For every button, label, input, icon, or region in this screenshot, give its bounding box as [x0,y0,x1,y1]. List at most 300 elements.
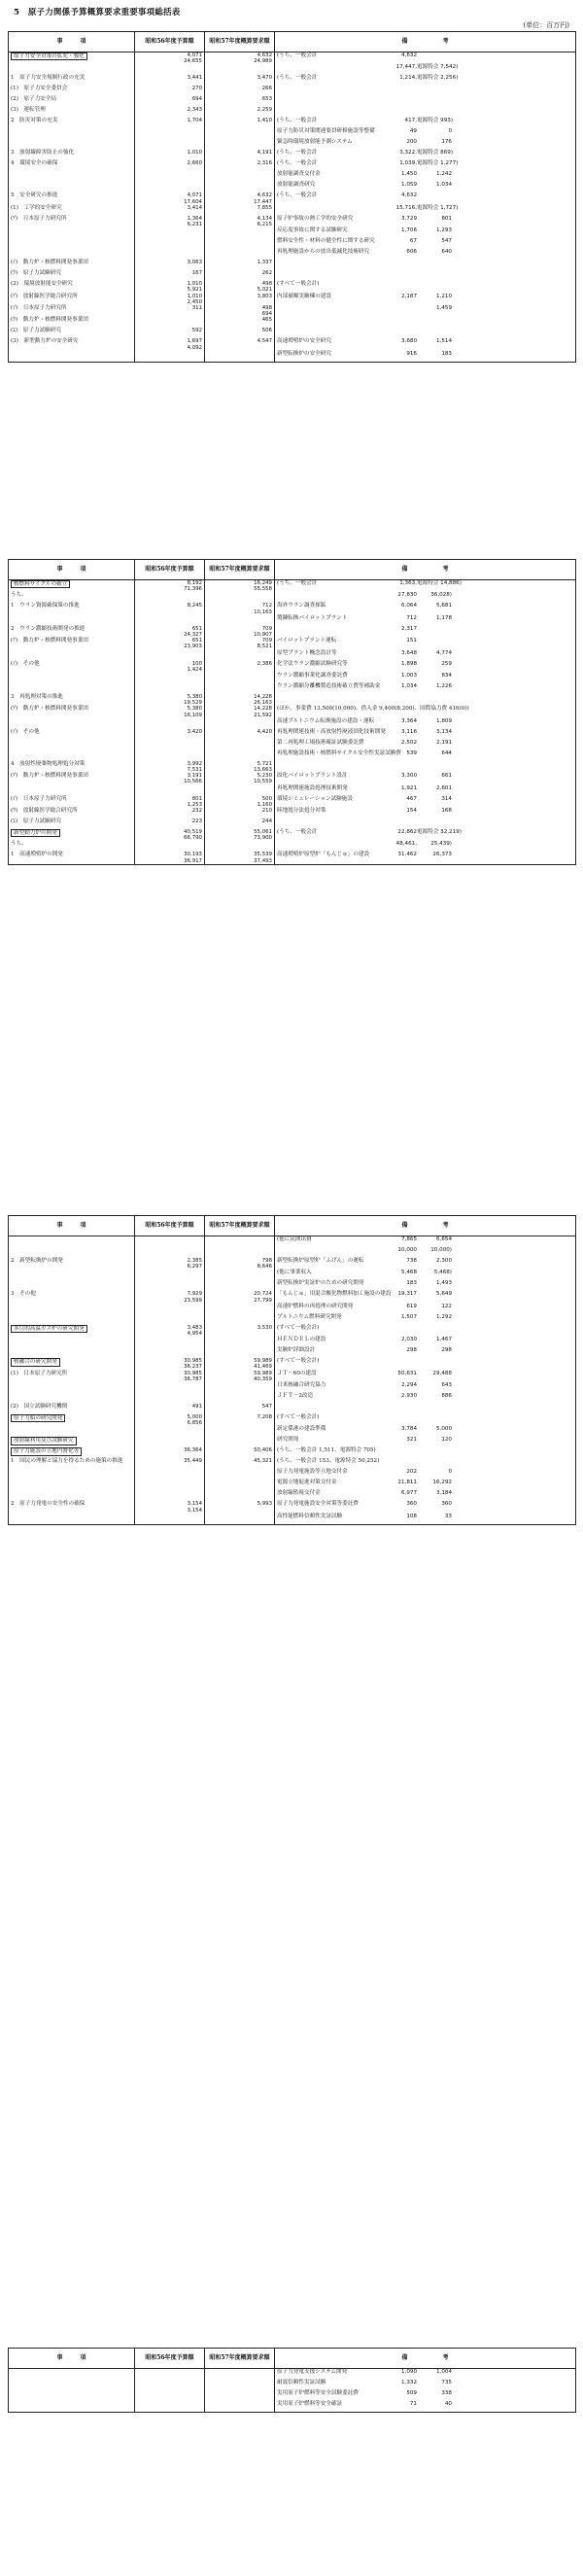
request-amount [205,603,275,614]
note-amount-prev: 5,000 [435,1426,452,1433]
note-amount-request: 1,332 [400,2380,417,2385]
table-row [9,1404,576,1414]
prev-amount: 5,380 [187,694,202,701]
req-amount: 7,855 [257,204,272,211]
header-row [9,2349,576,2369]
row-note [275,841,576,852]
req-amount-total: 41,469 [254,1364,272,1371]
prev-amount: 5,380 [187,706,202,713]
request-amount [205,107,275,118]
prev-amount: 4,071 [187,192,202,199]
req-amount: 547 [261,1404,272,1410]
prev-amount: 3,063 [187,260,202,266]
req-amount: 500 [261,795,272,802]
prev-amount-total: 1,253 [187,801,202,808]
req-amount: 5,230 [257,773,272,780]
prev-year-amount [135,1236,205,1248]
request-amount [205,1371,275,1382]
note-amount-prev: 1,226 [435,683,452,690]
prev-year-amount [135,249,205,260]
note-text: (うち、一般会計 1,511、電源特会 705) [277,1447,376,1454]
note-text: 新型転換炉の安全研究 [277,350,331,357]
unit-label: (単位：百万円) [523,21,569,29]
note-text: 再処理施設からの放出低減化技術研究 [277,249,370,256]
row-item [9,592,135,603]
item-label: 3 再処理対策の推進 [11,694,63,701]
note-amount-request: 50,631 [397,1370,417,1376]
request-amount [205,2369,275,2381]
note-text: 研究開発 [277,1437,299,1444]
request-amount [205,829,275,841]
request-amount [205,1291,275,1303]
table-row [9,1490,576,1501]
section-heading: 多目的高温ガス炉の研究開発 [11,1325,87,1333]
row-item [9,328,135,338]
row-note [275,740,576,750]
req-amount: 3,470 [257,75,272,82]
row-note [275,729,576,740]
item-label: (ｱ) 動力炉・核燃料開発事業団 [11,638,88,644]
prev-year-amount [135,1447,205,1458]
prev-amount: 651 [191,638,202,644]
prev-year-amount [135,638,205,649]
row-note [275,2369,576,2381]
prev-year-amount [135,260,205,270]
header-item: 事 項 [9,560,135,580]
table-row [9,785,576,796]
request-amount [205,785,275,796]
row-item [9,615,135,626]
note-text: 新型転換炉原型炉「ふげん」の運転 [277,1258,364,1264]
request-amount [205,852,275,864]
req-amount: 2,259 [257,107,272,114]
table-row [9,227,576,238]
req-amount: 712 [261,603,272,609]
prev-year-amount [135,216,205,227]
prev-year-amount [135,1393,205,1404]
request-amount [205,150,275,160]
note-text: 日米核融合研究協力 [277,1382,326,1389]
request-amount [205,1469,275,1479]
req-amount-total: 8,646 [257,1264,272,1271]
row-note [275,1490,576,1501]
table-row [9,852,576,864]
note-text: 新型転換炉実証炉のための研究開発 [277,1280,364,1287]
note-amount-request: 916 [406,350,417,357]
row-item [9,1414,135,1426]
note-amount-prev: 1,292 [435,1313,452,1320]
request-amount [205,1514,275,1525]
note-amount-prev: 643 [441,1382,452,1389]
note-amount-prev: 1,034 [435,182,452,189]
table-row [9,1280,576,1291]
row-note [275,1258,576,1270]
prev-amount-total: 23,599 [184,1297,202,1304]
row-note [275,673,576,683]
req-amount: 14,228 [254,694,272,701]
row-note [275,1347,576,1358]
row-item [9,305,135,317]
prev-amount: 651 [191,625,202,632]
row-note [275,2380,576,2390]
row-item [9,64,135,75]
table-row [9,650,576,661]
item-label: (2) 原子力安全局 [11,96,57,103]
note-amount-prev: 1,178 [435,614,452,621]
header-row [9,32,576,52]
req-amount: 4,547 [257,338,272,345]
req-amount-total: 27,799 [254,1297,272,1304]
row-item [9,1479,135,1490]
row-note [275,706,576,717]
header-row [9,560,576,580]
prev-amount-total: 66,790 [184,835,202,842]
req-amount: 35,539 [254,852,272,858]
request-amount [205,216,275,227]
note-text: 固化パイロットプラント設計 [277,773,348,780]
request-amount [205,638,275,649]
prev-amount: 30,985 [184,1358,202,1365]
request-amount [205,351,275,363]
table-row [9,270,576,281]
row-item [9,107,135,118]
prev-year-amount [135,1371,205,1382]
row-note [275,1382,576,1393]
row-note [275,694,576,706]
prev-amount: 311 [191,305,202,312]
item-label: 1 高速増殖炉の開発 [11,852,63,858]
row-note [275,150,576,160]
row-item [9,2369,135,2381]
prev-year-amount [135,796,205,808]
row-note [275,328,576,338]
req-amount: 244 [261,818,272,825]
note-text: (すべて一般会計) [277,1358,320,1365]
item-label: (ｳ) 動力炉・核燃料開発事業団 [11,317,88,324]
table-row [9,1393,576,1404]
note-amount-prev: 2,601 [435,784,452,791]
table-row [9,96,576,107]
item-label: (2) 環境放射能安全研究 [11,281,73,288]
prev-year-amount [135,351,205,363]
note-text: ＪＦＴ－2改造 [277,1393,314,1400]
note-text: (他に事業収入 [277,1270,312,1276]
note-text: 原子炉事故の熱工学的安全研究 [277,215,354,222]
row-item [9,796,135,808]
prev-year-amount [135,118,205,128]
prev-year-amount [135,729,205,740]
prev-amount: 7,929 [187,1291,202,1298]
row-item [9,785,135,796]
note-text: 実験炉詳細設計 [277,1347,316,1354]
prev-amount-total: 36,237 [184,1364,202,1371]
req-amount: 498 [261,281,272,288]
request-amount [205,1382,275,1393]
note-amount-request: 21,811 [397,1479,417,1486]
prev-year-amount [135,281,205,293]
prev-year-amount [135,160,205,171]
req-amount: 798 [261,1258,272,1264]
row-note [275,1371,576,1382]
note-text: 新定係港の建設準備 [277,1426,326,1433]
table-row [9,1414,576,1426]
note-amount-request: 3,116 [400,728,417,735]
row-item [9,96,135,107]
note-amount-prev: 6,654 [435,1236,452,1242]
table-row [9,1304,576,1314]
row-item [9,1447,135,1458]
row-note [275,205,576,216]
prev-year-amount [135,718,205,729]
request-amount [205,650,275,661]
note-amount-request: 1,003 [400,673,417,679]
request-amount [205,580,275,593]
row-item [9,650,135,661]
request-amount [205,160,275,171]
note-amount-prev: 5,468) [433,1270,452,1276]
prev-amount-total: 3,154 [187,1507,202,1514]
note-amount-prev: 40 [444,2401,452,2407]
prev-year-amount [135,1280,205,1291]
note-text: 耐震信頼性実証試験 [277,2380,326,2385]
note-text: 実用原子炉燃料等安全確証 [277,2401,343,2407]
prev-year-amount [135,96,205,107]
item-label: (ｴ) 原子力試験研究 [11,818,61,825]
item-label: (ｲ) その他 [11,728,40,735]
req-amount: 59,989 [254,1358,272,1365]
req-amount: 50,406 [254,1447,272,1454]
note-text: (うち、一般会計 [277,52,318,58]
note-amount-prev: 3,184 [435,1490,452,1497]
note-amount-prev: 547 [441,238,452,245]
note-text: ＨＥＮＤＥＬの建設 [277,1337,326,1343]
request-amount [205,1358,275,1370]
table-row [9,740,576,750]
row-item [9,1247,135,1258]
row-note [275,718,576,729]
row-item [9,227,135,238]
prev-year-amount [135,1291,205,1303]
note-amount-request: 360 [406,1501,417,1508]
table-row [9,1501,576,1513]
note-amount-request: 67 [409,238,417,245]
item-label: 4 放射性廃棄物処理処分対策 [11,760,86,767]
note-amount-request: 2,187 [400,293,417,299]
note-text: 原子力発電支援システム開発 [277,2369,348,2375]
row-note [275,270,576,281]
row-item [9,150,135,160]
note-amount-prev: 1,809 [435,717,452,724]
request-amount [205,118,275,128]
note-amount-prev: 5,681 [435,603,452,609]
note-amount-prev: 電源特会 2,256) [417,75,459,82]
request-amount [205,128,275,139]
prev-amount-total: 36,787 [184,1375,202,1382]
row-item [9,852,135,864]
section-heading: 核融合の研究開発 [11,1358,60,1366]
row-note [275,1393,576,1404]
note-amount-request: 1,921 [400,784,417,791]
table-row [9,1458,576,1469]
note-amount-request: 1,507 [400,1313,417,1320]
row-item [9,249,135,260]
row-note [275,260,576,270]
note-amount-prev: 3,134 [435,728,452,735]
row-item [9,1304,135,1314]
prev-amount: 223 [191,818,202,825]
row-note [275,661,576,673]
prev-year-amount [135,75,205,86]
row-note [275,1426,576,1437]
item-label: (ｱ) 動力炉・核燃料開発事業団 [11,773,88,780]
note-amount-prev: 電源特会 1,727) [417,204,459,211]
prev-year-amount [135,1437,205,1447]
prev-amount: 3,414 [187,204,202,211]
prev-year-amount [135,317,205,328]
prev-year-amount [135,227,205,238]
note-amount-request: 7,865 [400,1236,417,1242]
req-amount: 3,530 [257,1324,272,1331]
note-amount-request: 10,000 [397,1247,417,1253]
item-label: 1 ウラン資源確保策の推進 [11,603,80,609]
request-amount [205,718,275,729]
note-amount-prev: 314 [441,795,452,802]
prev-amount-total: 6,231 [187,222,202,228]
item-label: (3) 新型動力炉の安全研究 [11,338,79,345]
note-amount-request: 151 [406,638,417,644]
note-amount-request: 1,363, [399,580,417,586]
row-item [9,205,135,216]
request-amount [205,706,275,717]
note-amount-request: 1,034 [400,683,417,690]
note-text: 放射能調査交付金 [277,171,321,178]
note-text: 再処理関連施設処理技術開発 [277,784,348,791]
item-label: 1 国民の理解と協力を得るための施策の推進 [11,1458,123,1465]
row-item [9,1382,135,1393]
row-note [275,785,576,796]
prev-amount: 801 [191,795,202,802]
req-amount: 506 [261,328,272,334]
note-text: (うち、一般会計 [277,192,318,199]
prev-amount: 1,364 [187,215,202,222]
prev-amount-total: 71,396 [184,586,202,593]
row-item [9,294,135,305]
note-amount-prev: 886 [441,1393,452,1400]
note-text: 実用原子炉燃料等安全試験委託費 [277,2390,359,2396]
note-amount-prev: 0 [448,1469,452,1476]
note-amount-prev: 電源特会 1,277) [417,160,459,167]
request-amount [205,96,275,107]
note-amount-prev: 360 [441,1501,452,1508]
row-item [9,603,135,614]
prev-amount-total: 17,604 [184,198,202,205]
request-amount [205,2380,275,2390]
prev-amount-total: 24,327 [184,632,202,639]
table-row [9,829,576,841]
note-amount-request: 3,322, [399,150,417,157]
note-amount-request: 509 [406,2390,417,2396]
table-row [9,841,576,852]
row-note [275,796,576,808]
prev-amount-total: 6,297 [187,1264,202,1271]
note-text: 海外ウラン調査探鉱 [277,603,326,609]
note-text: 高速炉燃料の再処理の研究開発 [277,1303,354,1309]
table-row [9,160,576,171]
row-item [9,182,135,192]
row-note [275,1514,576,1525]
note-amount-prev: 電源特会 993) [417,118,454,124]
table-row [9,673,576,683]
row-item [9,118,135,128]
req-amount: 653 [261,96,272,103]
budget-table [8,31,576,363]
item-label: (ｱ) 放射線医学総合研究所 [11,293,78,299]
prev-year-amount [135,1304,205,1314]
note-amount-request: 2,317 [400,625,417,632]
table-row [9,615,576,626]
row-note [275,1447,576,1458]
note-amount-request: 321 [406,1437,417,1444]
table-row [9,626,576,638]
row-item [9,829,135,841]
req-amount: 4,134 [257,215,272,222]
prev-year-amount [135,2380,205,2390]
prev-amount: 3,483 [187,1324,202,1331]
note-amount-request: 3,364 [400,717,417,724]
note-text: 放射能調査研究 [277,182,316,189]
note-amount-prev: 644 [441,749,452,756]
prev-year-amount [135,1501,205,1513]
request-amount [205,1236,275,1248]
note-amount-request: 15,716, [395,204,417,211]
row-note [275,96,576,107]
request-amount [205,1270,275,1280]
request-amount [205,615,275,626]
req-amount: 2,386 [257,660,272,667]
prev-year-amount [135,128,205,139]
table-row [9,64,576,75]
req-amount: 262 [261,270,272,277]
prev-year-amount [135,740,205,750]
request-amount [205,626,275,638]
request-amount [205,139,275,150]
row-item [9,52,135,65]
row-item [9,761,135,773]
row-item [9,1337,135,1347]
prev-year-amount [135,205,205,216]
prev-year-amount [135,294,205,305]
note-text: 再処理施設技術・核燃料サイクル安全性実証試験費 [277,749,401,756]
request-amount [205,1490,275,1501]
note-amount-prev: 168 [441,808,452,815]
note-amount-prev: 1,514 [435,338,452,345]
row-item [9,270,135,281]
note-amount-prev: 834 [441,673,452,679]
request-amount [205,1404,275,1414]
row-item [9,1258,135,1270]
prev-amount: 8,192 [187,580,202,586]
row-note [275,603,576,614]
table-row [9,1314,576,1325]
req-amount-total: 40,359 [254,1375,272,1382]
prev-year-amount [135,2401,205,2413]
row-item [9,740,135,750]
req-amount-total: 6,215 [257,222,272,228]
table-row [9,1325,576,1337]
row-item [9,317,135,328]
table-row [9,1258,576,1270]
note-text: 原子力発電施設安全対策等委託費 [277,1501,359,1508]
